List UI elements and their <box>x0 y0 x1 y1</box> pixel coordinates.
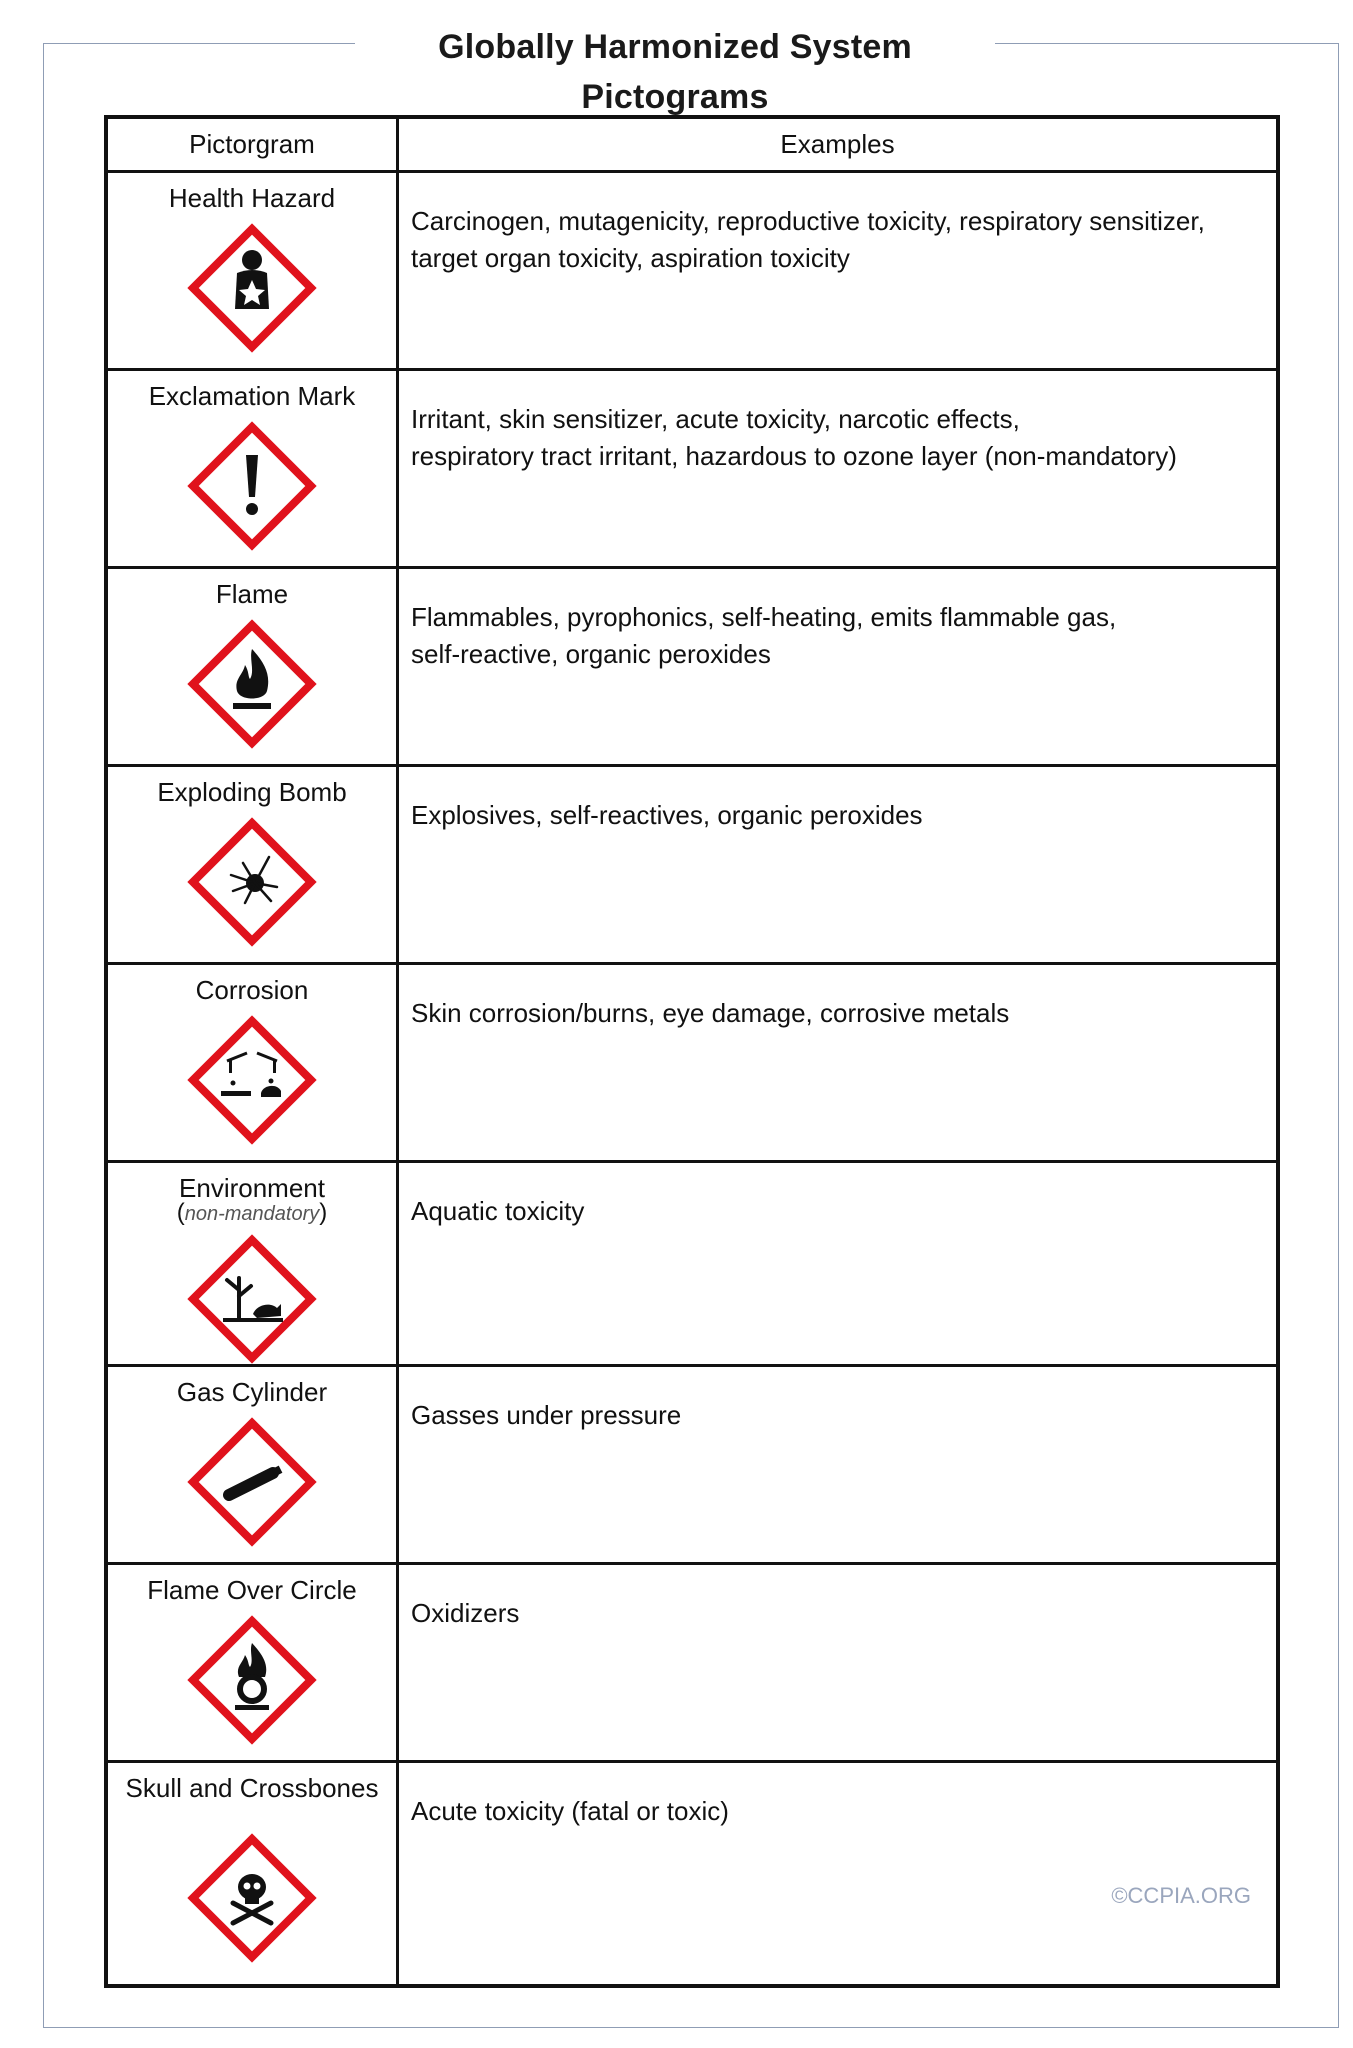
examples-text: Aquatic toxicity <box>411 1196 585 1226</box>
examples-text: Skin corrosion/burns, eye damage, corrosive metals <box>411 998 1010 1028</box>
pictogram-note: (non-mandatory) <box>176 1199 328 1226</box>
pictogram-name: Gas Cylinder <box>176 1377 328 1407</box>
flame-over-circle-icon <box>187 1615 317 1745</box>
header-examples: Examples <box>398 117 1279 172</box>
flame-icon <box>187 619 317 749</box>
examples-text: Carcinogen, mutagenicity, reproductive toxicity, respiratory sensitizer, target organ toxicity, aspiration toxicity <box>411 206 1205 273</box>
examples-text: Flammables, pyrophonics, self-heating, emits flammable gas, self-reactive, organic peroxides <box>411 602 1117 669</box>
table-row <box>106 964 1278 1162</box>
pictogram-cell <box>106 1762 398 1987</box>
pictogram-name: Environment <box>179 1173 325 1203</box>
table-row <box>106 568 1278 766</box>
table-row <box>106 1162 1278 1366</box>
pictogram-note-text: non-mandatory <box>184 1203 320 1225</box>
pictogram-name: Flame Over Circle <box>147 1575 357 1605</box>
gas-cylinder-icon <box>187 1417 317 1547</box>
health-hazard-icon <box>187 223 317 353</box>
pictogram-name: Flame <box>215 579 289 609</box>
pictogram-cell <box>106 172 398 370</box>
pictogram-cell <box>106 1366 398 1564</box>
pictogram-cell <box>106 964 398 1162</box>
environment-icon <box>187 1234 317 1364</box>
pictogram-cell <box>106 1564 398 1762</box>
pictogram-name: Health Hazard <box>168 183 336 213</box>
table-row <box>106 370 1278 568</box>
table-row <box>106 1564 1278 1762</box>
pictogram-cell <box>106 766 398 964</box>
pictogram-cell <box>106 370 398 568</box>
examples-cell <box>398 1366 1279 1564</box>
examples-cell <box>398 568 1279 766</box>
examples-cell <box>398 370 1279 568</box>
examples-text: Acute toxicity (fatal or toxic) <box>411 1796 729 1826</box>
examples-cell <box>398 964 1279 1162</box>
examples-text: Irritant, skin sensitizer, acute toxicity, narcotic effects, respiratory tract irritant, hazardous to ozone layer (non-mandatory) <box>411 404 1177 471</box>
table-row <box>106 1762 1278 1987</box>
table-row <box>106 1366 1278 1564</box>
ghs-table <box>104 115 1280 1988</box>
pictogram-name: Corrosion <box>195 975 309 1005</box>
header-pictogram: Pictorgram <box>106 117 398 172</box>
corrosion-icon <box>187 1015 317 1145</box>
pictogram-name: Skull and Crossbones <box>125 1773 379 1803</box>
table-row <box>106 766 1278 964</box>
copyright-text: ©CCPIA.ORG <box>1111 1883 1251 1908</box>
examples-text: Explosives, self-reactives, organic peroxides <box>411 800 923 830</box>
page-title: Globally Harmonized System Pictograms <box>355 22 995 72</box>
exclamation-mark-icon <box>187 421 317 551</box>
exploding-bomb-icon <box>187 817 317 947</box>
examples-cell <box>398 766 1279 964</box>
examples-cell <box>398 1762 1279 1987</box>
examples-cell <box>398 172 1279 370</box>
examples-cell <box>398 1564 1279 1762</box>
pictogram-name: Exclamation Mark <box>148 381 356 411</box>
examples-text: Gasses under pressure <box>411 1400 682 1430</box>
pictogram-cell <box>106 568 398 766</box>
skull-and-crossbones-icon <box>187 1833 317 1963</box>
table-header-row <box>106 117 1278 172</box>
table-row <box>106 172 1278 370</box>
examples-cell <box>398 1162 1279 1366</box>
examples-text: Oxidizers <box>411 1598 520 1628</box>
pictogram-cell <box>106 1162 398 1366</box>
pictogram-name: Exploding Bomb <box>157 777 347 807</box>
